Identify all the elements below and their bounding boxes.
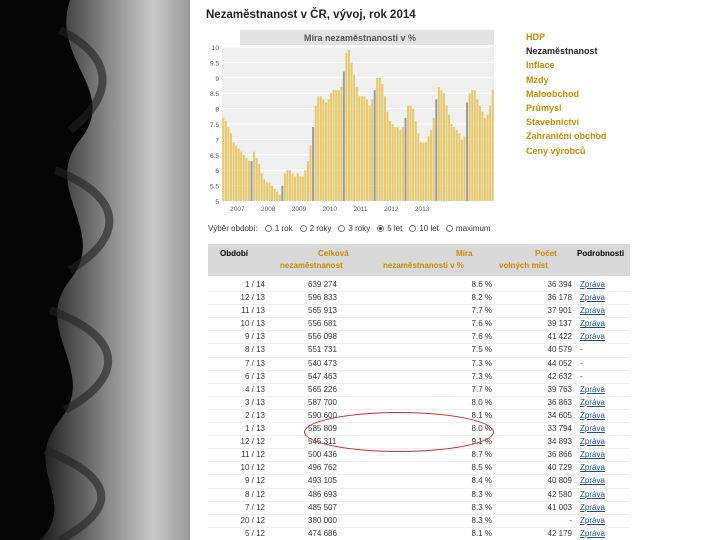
bar [284,173,286,201]
cell-period: 20 / 12 [240,515,265,525]
bar [461,139,463,201]
radio-button[interactable] [265,225,272,232]
bar [458,133,460,201]
cell-total-unemployed: 596 833 [308,293,337,303]
table-row [208,371,630,384]
cell-detail: - [580,345,583,355]
bar [466,102,468,201]
cell-period: 12 / 12 [240,437,265,447]
bar [384,96,386,201]
period-option-label: 3 roky [348,224,371,233]
cell-rate: 8.3 % [471,489,492,499]
indicator-link[interactable]: Ceny výrobců [526,145,586,156]
table-row [208,528,630,540]
textured-column-photo [0,0,190,540]
cell-period: 9 / 13 [244,332,265,342]
bar [412,109,414,201]
cell-vacancies: 44 052 [547,358,572,368]
cell-vacancies: 42 632 [547,371,572,381]
cell-rate: 8.2 % [471,293,492,303]
bar [456,130,458,201]
bar [312,127,314,201]
indicator-link[interactable]: HDP [526,32,546,42]
cell-rate: 7.5 % [471,345,492,355]
y-tick-label: 8.5 [209,91,219,99]
bar [258,164,260,201]
bar [399,130,401,201]
bar [361,96,363,201]
cell-period: 12 / 13 [240,293,265,303]
cell-vacancies: 36 178 [547,293,572,303]
y-tick-label: 8 [215,106,219,114]
zprava-link[interactable]: Zpráva [580,384,605,394]
y-tick-label: 7.5 [209,122,219,129]
period-option-label: 1 rok [274,224,293,233]
cell-period: 11 / 13 [241,306,265,316]
zprava-link[interactable]: Zpráva [580,489,605,499]
header-podrobnosti: Podrobnosti [577,249,625,258]
bar [292,173,294,201]
bar [330,93,332,201]
header-pocet-bottom[interactable]: volných míst [499,261,548,270]
table-row [208,331,630,344]
cell-period: 5 / 12 [244,528,265,538]
bar [317,96,319,201]
cell-rate: 8.5 % [471,463,492,473]
table-row [208,344,630,357]
bar [340,87,342,201]
period-option[interactable] [300,224,332,233]
bar [333,90,335,201]
cell-total-unemployed: 485 507 [308,502,337,512]
x-tick-label: 2011 [353,206,368,213]
header-pocet-top[interactable]: Počet [535,249,557,258]
cell-vacancies: - [569,515,572,525]
bar [407,106,409,201]
header-celkova-top[interactable]: Celková [318,249,349,258]
bar [379,78,381,201]
indicator-link[interactable]: Mzdy [526,74,549,85]
y-tick-label: 10 [211,45,219,52]
y-tick-label: 5.5 [209,183,219,191]
bar [451,124,453,201]
cell-period: 4 / 13 [244,384,265,394]
bar [438,87,440,201]
bar [422,142,424,201]
bar [392,124,394,201]
x-tick-label: 2012 [384,206,399,213]
bar [243,155,245,201]
bar [443,93,445,201]
cell-detail: - [580,371,583,381]
bar [489,106,491,201]
table-row [208,489,630,502]
bar [397,127,399,201]
zprava-link[interactable]: Zpráva [580,397,605,407]
bar [225,121,227,201]
cell-rate: 7.7 % [471,306,492,316]
bar [428,136,430,201]
bar [322,99,324,201]
bar [433,118,435,201]
bar [464,136,466,201]
cell-vacancies: 36 866 [547,450,572,460]
zprava-link[interactable]: Zpráva [580,476,605,486]
cell-rate: 8.4 % [471,476,492,486]
cell-total-unemployed: 556 098 [308,332,337,342]
indicator-link[interactable]: Maloobchod [526,88,579,99]
period-option[interactable] [409,224,439,233]
table-header [208,244,630,276]
period-option-label: maximum [455,224,491,233]
cell-total-unemployed: 545 311 [308,437,337,447]
bar [261,173,263,201]
radio-button[interactable] [409,225,416,232]
cell-total-unemployed: 496 762 [308,463,337,473]
cell-vacancies: 36 394 [547,280,572,289]
indicator-link[interactable]: Stavebnictví [526,117,580,128]
bar [307,161,309,201]
header-obdobi: Období [220,249,248,258]
bar [371,99,373,201]
cell-total-unemployed: 474 686 [308,528,337,538]
bar [420,142,422,201]
bar [338,90,340,201]
y-tick-label: 7 [215,137,219,145]
bar [281,186,283,201]
cell-vacancies: 34 605 [547,410,572,420]
cell-total-unemployed: 585 809 [308,424,337,434]
cell-vacancies: 41 003 [547,502,572,512]
cell-vacancies: 42 580 [547,489,572,499]
bar [410,106,412,201]
indicator-link[interactable]: Průmysl [526,103,562,114]
cell-total-unemployed: 500 436 [308,450,337,460]
cell-total-unemployed: 486 693 [308,489,337,499]
indicator-link[interactable]: Nezaměstnanost [526,46,598,57]
bar [376,78,378,201]
cell-period: 8 / 13 [244,345,265,355]
bar [328,99,330,201]
cell-vacancies: 41 422 [547,332,572,342]
bar [356,87,358,201]
bar [387,112,389,201]
bar [230,133,232,201]
zprava-link[interactable]: Zpráva [580,410,605,420]
cell-rate: 8.6 % [471,280,492,289]
radio-button[interactable] [446,225,453,232]
x-tick-label: 2007 [230,206,245,213]
cell-rate: 7.6 % [471,319,492,329]
bar [487,115,489,201]
x-tick-label: 2008 [260,206,276,213]
table-row [208,462,630,475]
unemployment-panel [190,0,720,540]
bar [471,90,473,201]
bar [248,161,250,201]
cell-detail: - [580,358,583,368]
bar [351,62,353,201]
cell-total-unemployed: 493 105 [308,476,337,486]
x-tick-label: 2013 [414,206,430,213]
radio-button[interactable] [377,225,384,232]
zprava-link[interactable]: Zpráva [580,424,605,434]
bar [235,146,237,201]
cell-rate: 8.1 % [471,528,492,538]
bar [417,133,419,201]
cell-period: 10 / 12 [240,463,265,473]
cell-rate: 7.3 % [471,371,492,381]
bar [286,170,288,201]
bar [358,96,360,201]
bar [335,90,337,201]
period-option[interactable] [338,224,370,233]
bar [492,90,494,201]
bar [453,127,455,201]
y-tick-label: 9.5 [209,60,219,68]
cell-total-unemployed: 565 226 [308,384,337,394]
radio-button[interactable] [300,225,307,232]
indicator-link[interactable]: Zahraniční obchod [526,131,607,142]
bar [476,99,478,201]
cell-total-unemployed: 551 731 [308,345,337,355]
table-row [208,384,630,397]
bar [256,158,258,201]
cell-vacancies: 39 763 [547,384,572,394]
bar [289,170,291,201]
period-option-label: 5 let [387,224,403,233]
cell-vacancies: 33 794 [547,424,572,434]
cell-period: 1 / 14 [244,280,265,289]
bar [415,121,417,201]
cell-vacancies: 40 579 [547,345,572,355]
table-row [208,358,630,371]
bar [271,186,273,201]
header-celkova-bottom[interactable]: nezaměstnanost [280,261,343,270]
cell-total-unemployed: 639 274 [308,280,337,289]
table-row [208,292,630,305]
cell-period: 11 / 12 [241,450,265,460]
y-tick-label: 6.5 [209,152,219,160]
bar [253,152,255,201]
cell-rate: 8.3 % [471,502,492,512]
bar [233,142,235,201]
bar [369,106,371,201]
period-option[interactable] [265,224,293,233]
bar [348,50,350,201]
cell-rate: 9.1 % [471,437,492,447]
bar [304,170,306,201]
cell-period: 7 / 13 [244,358,265,368]
y-tick-label: 6 [215,168,219,176]
bar [315,106,317,201]
zprava-link[interactable]: Zpráva [580,463,605,473]
header-mira-top[interactable]: Míra [456,249,473,258]
bar [345,53,347,201]
bar [474,90,476,201]
table-body [208,279,630,540]
cell-rate: 7.3 % [471,358,492,368]
cell-rate: 8.3 % [471,515,492,525]
chart-title: Míra nezaměstnanosti v % [303,33,417,43]
cell-total-unemployed: 556 681 [308,319,337,329]
y-tick-label: 9 [215,75,219,83]
bar [374,90,376,201]
cell-period: 2 / 13 [244,410,265,420]
bar [389,121,391,201]
bar [240,152,242,201]
cell-total-unemployed: 565 913 [308,306,337,316]
bar [222,118,224,201]
indicator-links [526,30,607,158]
table-row [208,318,630,331]
cell-period: 10 / 13 [240,319,265,329]
cell-period: 7 / 12 [244,502,265,512]
bar [425,142,427,201]
cell-total-unemployed: 380 000 [308,515,337,525]
zprava-link[interactable]: Zpráva [580,450,605,460]
cell-vacancies: 34 893 [547,437,572,447]
bar [294,176,296,201]
table-row [208,502,630,515]
bar [484,118,486,201]
y-tick-label: 5 [215,199,219,206]
highlight-ellipse [304,412,494,452]
page-title: Nezaměstnanost v ČR, vývoj, rok 2014 [206,9,416,21]
zprava-link[interactable]: Zpráva [580,515,605,525]
zprava-link[interactable]: Zpráva [580,437,605,447]
period-option[interactable] [446,224,491,233]
cell-rate: 8.0 % [471,397,492,407]
header-mira-bottom[interactable]: nezaměstnanosti v % [383,261,464,270]
bar [320,96,322,201]
bar [310,146,312,201]
zprava-link[interactable]: Zpráva [580,319,605,329]
indicator-link[interactable]: Inflace [526,60,555,71]
bar [325,102,327,201]
bar [276,192,278,201]
cell-total-unemployed: 547 463 [308,371,337,381]
zprava-link[interactable]: Zpráva [580,293,605,303]
bar [274,189,276,201]
period-selector [208,224,491,233]
cell-vacancies: 36 863 [547,397,572,407]
bar [435,99,437,201]
x-tick-label: 2010 [322,206,338,213]
table-row [208,475,630,488]
zprava-link[interactable]: Zpráva [580,502,605,512]
bar [268,183,270,201]
zprava-link[interactable]: Zpráva [580,332,605,342]
bar [394,127,396,201]
cell-period: 1 / 13 [244,424,265,434]
bar [366,99,368,201]
bar [302,176,304,201]
bar [481,112,483,201]
bar [381,84,383,201]
cell-rate: 8.7 % [471,450,492,460]
cell-rate: 7.7 % [471,384,492,394]
zprava-link[interactable]: Zpráva [580,528,605,538]
cell-total-unemployed: 590 600 [308,410,337,420]
period-option[interactable] [377,224,402,233]
table-row [208,279,630,292]
period-option-label: 10 let [419,224,439,233]
bar [263,179,265,201]
bar [238,149,240,201]
cell-vacancies: 39 137 [547,319,572,329]
zprava-link[interactable]: Zpráva [580,280,605,289]
radio-button[interactable] [338,225,345,232]
cell-period: 6 / 13 [244,371,265,381]
cell-period: 3 / 13 [244,397,265,407]
bar [227,127,229,201]
bar [404,118,406,201]
bar [402,127,404,201]
cell-period: 8 / 12 [244,489,265,499]
table-row [208,397,630,410]
table-row [208,515,630,528]
period-option-label: 2 roky [309,224,332,233]
cell-vacancies: 37 901 [547,306,572,316]
bar [479,106,481,201]
table-row [208,305,630,318]
bar [245,158,247,201]
bar [299,176,301,201]
bar [297,173,299,201]
zprava-link[interactable]: Zpráva [580,306,605,316]
cell-vacancies: 40 809 [547,476,572,486]
cell-rate: 8.0 % [471,424,492,434]
x-tick-label: 2009 [291,206,307,213]
bar [448,115,450,201]
bar [469,93,471,201]
bar [446,106,448,201]
cell-total-unemployed: 587 700 [308,397,337,407]
cell-rate: 8.1 % [471,410,492,420]
unemployment-chart [200,27,500,217]
bar [266,183,268,201]
cell-rate: 7.6 % [471,332,492,342]
cell-total-unemployed: 540 473 [308,358,337,368]
bar [251,161,253,201]
cell-vacancies: 42 179 [547,528,572,538]
bar [353,75,355,201]
bar [279,195,281,201]
period-label: Výběr období: [208,224,258,233]
bar [363,96,365,201]
cell-vacancies: 40 729 [547,463,572,473]
bar [343,72,345,201]
bar [430,130,432,201]
cell-period: 9 / 12 [244,476,265,486]
bar [440,90,442,201]
